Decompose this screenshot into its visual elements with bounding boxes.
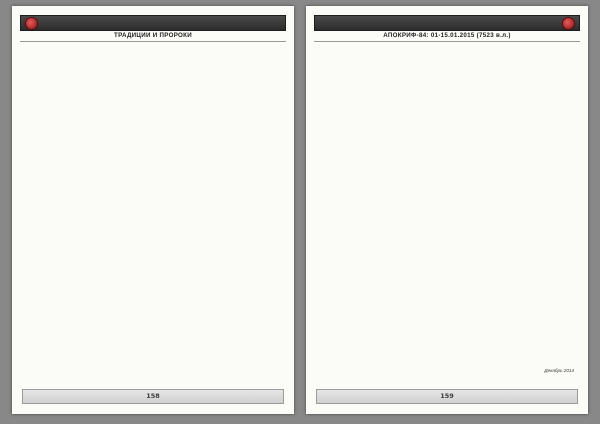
left-page-body <box>26 46 282 378</box>
emblem-icon <box>562 17 575 30</box>
left-page-header-banner <box>20 15 286 31</box>
title-divider <box>20 41 286 42</box>
article-date-signature: Декабрь 2014 <box>544 368 574 373</box>
left-page <box>12 6 294 414</box>
right-page <box>306 6 588 414</box>
title-divider <box>314 41 580 42</box>
left-page-number: 158 <box>22 389 284 404</box>
emblem-icon <box>25 17 38 30</box>
section-title: ТРАДИЦИИ И ПРОРОКИ <box>113 32 192 39</box>
article-title: АПОКРИФ-84: 01-15.01.2015 (7523 в.л.) <box>383 32 511 39</box>
right-page-number: 159 <box>316 389 578 404</box>
right-page-header-banner <box>314 15 580 31</box>
right-page-body <box>320 46 576 378</box>
